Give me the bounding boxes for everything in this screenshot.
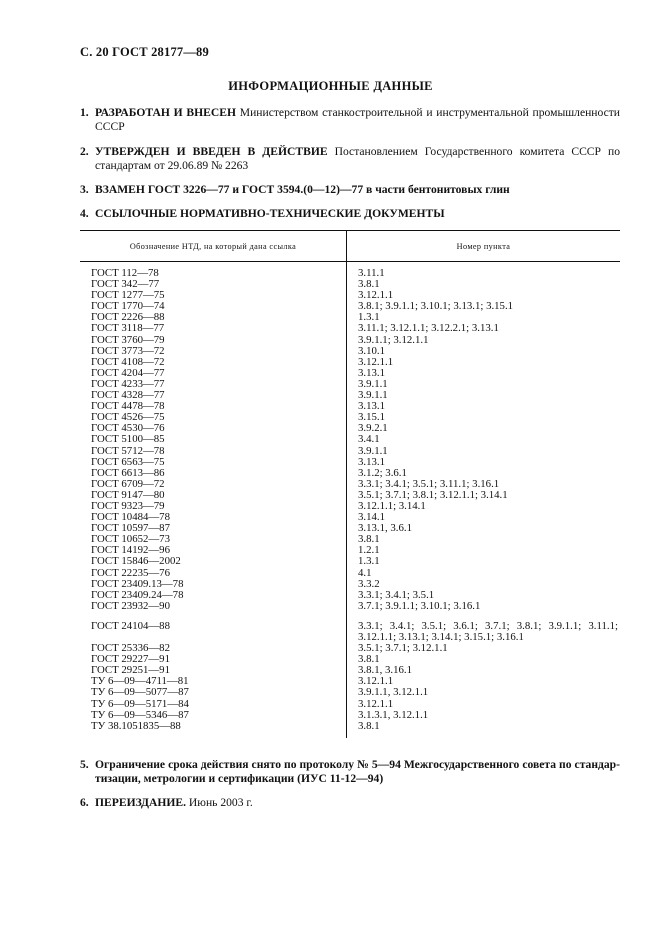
item-text: Ограничение срока действия снято по протоколу № 5—94 Межгосударственного совета по стандартизации, метрологии и сертификации (ИУС 11-12—94) (95, 758, 620, 785)
reference-documents-table (80, 230, 620, 738)
table-row (80, 335, 620, 346)
document-cell: ГОСТ 10597—87 (80, 523, 347, 534)
item-text: Постановлением Государственного комитета СССР по стандартам от 29.06.89 № 2263 (95, 145, 620, 172)
document-cell: ГОСТ 10484—78 (80, 512, 347, 523)
document-cell: ГОСТ 1770—74 (80, 301, 347, 312)
clause-cell: 3.8.1 (358, 533, 380, 546)
clause-cell: 3.9.2.1 (358, 422, 388, 435)
document-cell: ГОСТ 9147—80 (80, 490, 347, 501)
document-cell: ГОСТ 14192—96 (80, 545, 347, 556)
document-cell: ГОСТ 4478—78 (80, 401, 347, 412)
document-cell: ГОСТ 3118—77 (80, 323, 347, 334)
clause-cell: 3.8.1; 3.9.1.1; 3.10.1; 3.13.1; 3.15.1 (358, 300, 514, 313)
document-cell: ГОСТ 23409.13—78 (80, 579, 347, 590)
table-row (80, 323, 620, 334)
item-heading: УТВЕРЖДЕН И ВВЕДЕН В ДЕЙСТВИЕ (95, 145, 328, 158)
clause-cell: 3.13.1 (358, 455, 385, 468)
document-cell: ГОСТ 3760—79 (80, 335, 347, 346)
document-cell: ГОСТ 2226—88 (80, 312, 347, 323)
info-item-4 (80, 207, 620, 221)
item-number: 2. (80, 145, 89, 158)
item-number: 3. (80, 183, 89, 196)
document-cell: ТУ 6—09—5077—87 (80, 687, 347, 698)
info-item-6 (80, 796, 620, 810)
item-number: 4. (80, 207, 89, 220)
clause-cell: 3.12.1.1 (358, 289, 394, 302)
document-cell: ГОСТ 23409.24—78 (80, 590, 347, 601)
table-row (80, 721, 620, 738)
table-row (80, 434, 620, 445)
table-row (80, 612, 620, 643)
info-item-3 (80, 183, 620, 197)
table-body (80, 262, 620, 738)
table-row (80, 687, 620, 698)
document-cell: ГОСТ 6709—72 (80, 479, 347, 490)
clause-cell: 3.9.1.1 (358, 444, 388, 457)
column-header-clause: Номер пункта (347, 231, 621, 262)
item-heading: ВЗАМЕН ГОСТ 3226—77 и ГОСТ 3594.(0—12)—77 в части бентонитовых глин (95, 183, 510, 196)
info-item-1 (80, 106, 620, 133)
clause-cell: 3.12.1.1 (358, 355, 394, 368)
table-row (80, 568, 620, 579)
table-row (80, 556, 620, 567)
clause-cell: 3.9.1.1 (358, 377, 388, 390)
table-row (80, 601, 620, 612)
clause-cell: 3.15.1 (358, 411, 385, 424)
item-number: 1. (80, 106, 89, 119)
document-cell: ГОСТ 4526—75 (80, 412, 347, 423)
clause-cell: 3.8.1, 3.16.1 (358, 664, 412, 677)
clause-cell: 3.3.2 (358, 577, 380, 590)
item-number: 5. (80, 758, 89, 771)
clause-cell: 3.13.1 (358, 366, 385, 379)
document-cell: ТУ 6—09—5171—84 (80, 699, 347, 710)
clause-cell: 1.3.1 (358, 311, 380, 324)
running-head: С. 20 ГОСТ 28177—89 (80, 45, 209, 59)
clause-cell: 3.11.1; 3.12.1.1; 3.12.2.1; 3.13.1 (358, 322, 499, 335)
document-cell: ГОСТ 4233—77 (80, 379, 347, 390)
document-cell: ГОСТ 23932—90 (80, 601, 347, 612)
clause-cell: 3.14.1 (358, 511, 385, 524)
clause-cell: 1.3.1 (358, 555, 380, 568)
document-cell: ГОСТ 29251—91 (80, 665, 347, 676)
document-cell: ГОСТ 4204—77 (80, 368, 347, 379)
clause-cell: 3.12.1.1 (358, 697, 394, 710)
document-cell: ГОСТ 5712—78 (80, 446, 347, 457)
clause-cell: 3.11.1 (358, 267, 385, 279)
clause-cell: 3.12.1.1; 3.14.1 (358, 499, 426, 512)
document-cell: ГОСТ 6613—86 (80, 468, 347, 479)
document-cell: ГОСТ 4328—77 (80, 390, 347, 401)
column-header-document: Обозначение НТД, на который дана ссылка (80, 231, 347, 262)
document-cell: ГОСТ 4108—72 (80, 357, 347, 368)
item-number: 6. (80, 796, 89, 809)
clause-cell: 3.7.1; 3.9.1.1; 3.10.1; 3.16.1 (358, 599, 481, 612)
clause-cell: 3.3.1; 3.4.1; 3.5.1; 3.6.1; 3.7.1; 3.8.1; 3.9.1.1; 3.11.1; 3.12.1.1; 3.13.1; 3.14.1; 3.15.1; 3.16.1 (358, 619, 618, 643)
item-heading: ССЫЛОЧНЫЕ НОРМАТИВНО-ТЕХНИЧЕСКИЕ ДОКУМЕНТЫ (95, 207, 445, 220)
clause-cell: 1.2.1 (358, 544, 380, 557)
document-cell: ГОСТ 5100—85 (80, 434, 347, 445)
info-item-2 (80, 145, 620, 172)
document-cell: ГОСТ 4530—76 (80, 423, 347, 434)
table-header-row (80, 231, 620, 262)
document-cell: ТУ 6—09—4711—81 (80, 676, 347, 687)
item-text: Министерством станкостроительной и инструментальной промышленности СССР (95, 106, 621, 133)
document-cell: ТУ 38.1051835—88 (80, 721, 347, 738)
clause-cell: 3.3.1; 3.4.1; 3.5.1; 3.11.1; 3.16.1 (358, 477, 500, 490)
document-cell: ГОСТ 9323—79 (80, 501, 347, 512)
item-text: Июнь 2003 г. (186, 796, 253, 809)
clause-cell: 3.8.1 (358, 278, 380, 291)
clause-cell: 3.1.3.1, 3.12.1.1 (358, 708, 429, 721)
item-heading: ПЕРЕИЗДАНИЕ. (95, 796, 187, 809)
clause-cell: 3.4.1 (358, 433, 380, 446)
document-cell: ГОСТ 1277—75 (80, 290, 347, 301)
document-cell: ГОСТ 6563—75 (80, 457, 347, 468)
page-title: ИНФОРМАЦИОННЫЕ ДАННЫЕ (228, 79, 433, 93)
item-heading: РАЗРАБОТАН И ВНЕСЕН (95, 106, 237, 119)
clause-cell: 3.5.1; 3.7.1; 3.12.1.1 (358, 642, 448, 655)
document-cell: ГОСТ 25336—82 (80, 643, 347, 654)
info-item-5 (80, 758, 620, 785)
document-cell: ТУ 6—09—5346—87 (80, 710, 347, 721)
clause-cell: 3.9.1.1, 3.12.1.1 (358, 686, 429, 699)
clause-cell: 3.9.1.1; 3.12.1.1 (358, 333, 429, 346)
clause-cell: 3.9.1.1 (358, 389, 388, 402)
table-row (80, 262, 620, 280)
table-row (80, 699, 620, 710)
document-cell: ГОСТ 3773—72 (80, 346, 347, 357)
clause-cell: 3.1.2; 3.6.1 (358, 466, 407, 479)
document-cell: ГОСТ 112—78 (80, 262, 347, 280)
document-cell: ГОСТ 24104—88 (80, 612, 347, 643)
document-cell: ГОСТ 29227—91 (80, 654, 347, 665)
document-cell: ГОСТ 10652—73 (80, 534, 347, 545)
clause-cell: 3.12.1.1 (358, 675, 394, 688)
document-cell: ГОСТ 342—77 (80, 279, 347, 290)
document-cell: ГОСТ 15846—2002 (80, 556, 347, 567)
clause-cell: 3.10.1 (358, 344, 385, 357)
clause-cell: 3.3.1; 3.4.1; 3.5.1 (358, 588, 435, 601)
clause-cell: 3.5.1; 3.7.1; 3.8.1; 3.12.1.1; 3.14.1 (358, 488, 508, 501)
clause-cell: 3.8.1 (358, 653, 380, 666)
clause-cell: 3.13.1 (358, 400, 385, 413)
table-row (80, 446, 620, 457)
clause-cell: 3.8.1 (358, 719, 380, 732)
document-cell: ГОСТ 22235—76 (80, 568, 347, 579)
clause-cell: 3.13.1, 3.6.1 (358, 522, 412, 535)
clause-cell: 4.1 (358, 566, 372, 579)
